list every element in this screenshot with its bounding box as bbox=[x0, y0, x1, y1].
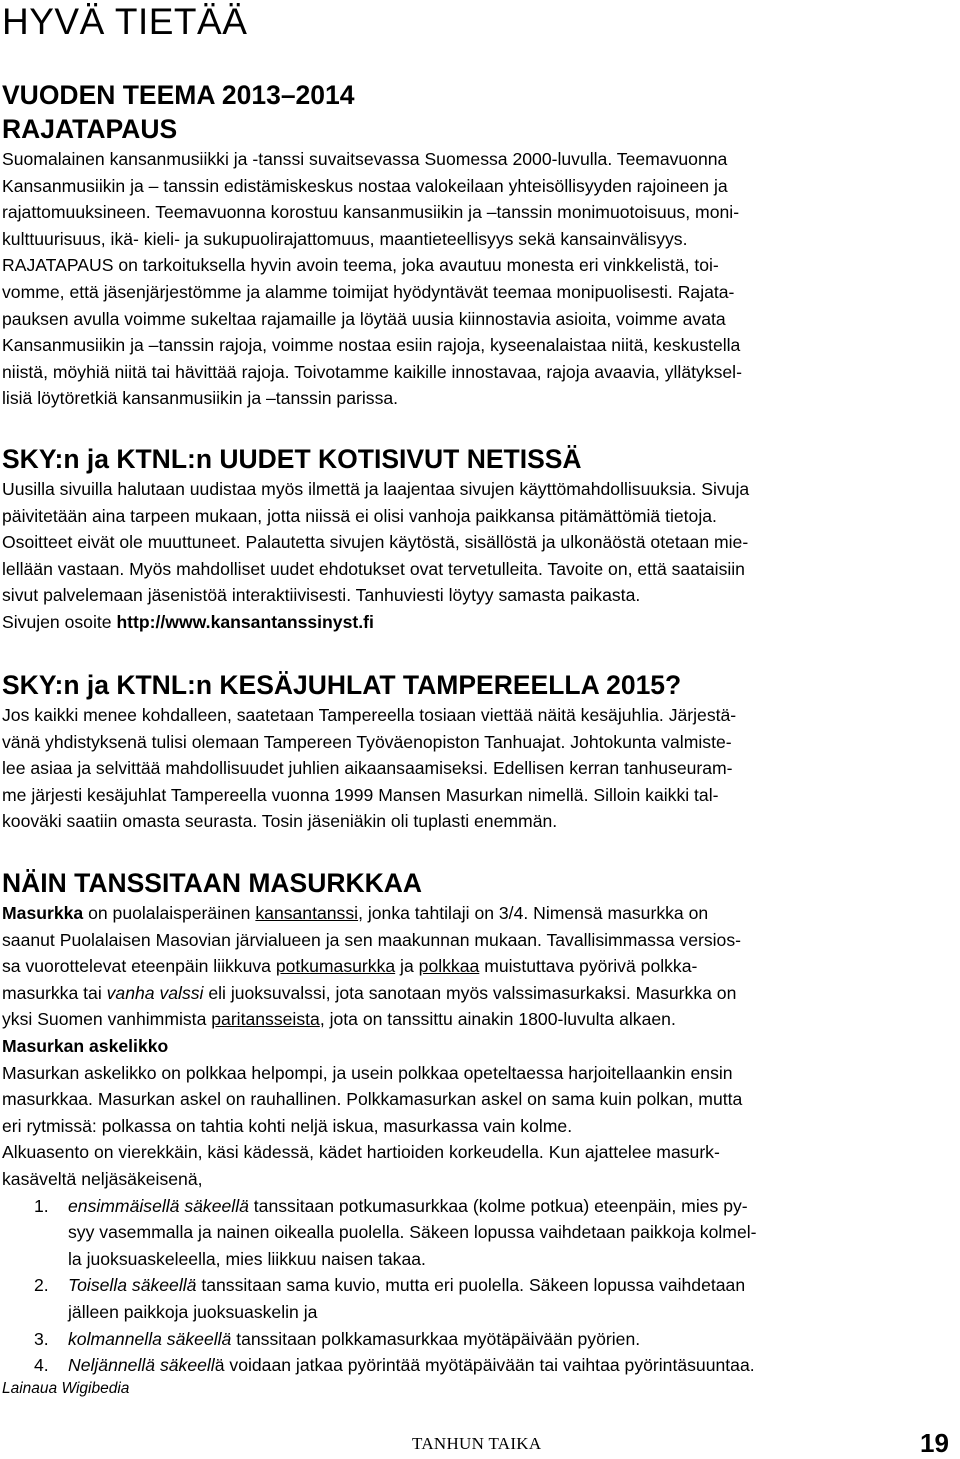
theme-body bbox=[2, 146, 954, 412]
mazurka-intro-line bbox=[2, 900, 954, 927]
theme-line: vomme, että jäsenjärjestömme ja alamme toimijat hyödyntävät teemaa monipuolisesti. Rajata- bbox=[2, 281, 735, 302]
steps-list bbox=[2, 1193, 954, 1379]
step-verse: ensimmäisellä säkeellä bbox=[68, 1195, 249, 1216]
steps-list-item bbox=[2, 1352, 954, 1379]
step-text: tanssitaan potkumasurkkaa (kolme potkua) eteenpäin, mies py- bbox=[248, 1195, 748, 1216]
step-line: kasäveltä neljäsäkeisenä, bbox=[2, 1168, 203, 1189]
step-title: Masurkan askelikko bbox=[2, 1035, 169, 1056]
step-text: tanssitaan polkkamasurkkaa myötäpäivään pyörien. bbox=[231, 1328, 641, 1349]
link-polkkaa[interactable]: polkkaa bbox=[418, 956, 480, 977]
step-number: 2. bbox=[34, 1275, 49, 1296]
websites-section bbox=[2, 442, 954, 636]
theme-line: Kansanmusiikin ja – tanssin edistämiskeskus nostaa valokeilaan yhteisöllisyyden rajoineen ja bbox=[2, 175, 728, 196]
page-title: HYVÄ TIETÄÄ bbox=[2, 1, 248, 42]
step-cont: la juoksuaskeleella, mies liikkuu naisen takaa. bbox=[68, 1248, 426, 1269]
theme-title-line2: RAJATAPAUS bbox=[2, 114, 178, 144]
summer-line: Jos kaikki menee kohdalleen, saatetaan Tampereella tosiaan viettää näitä kesäjuhlia. Järjestä- bbox=[2, 705, 737, 725]
websites-body bbox=[2, 476, 954, 636]
websites-line: lellään vastaan. Myös mahdolliset uudet ehdotukset ovat tervetulleita. Tavoite on, että saataisiin bbox=[2, 558, 745, 579]
step-line: masurkkaa. Masurkan askel on rauhallinen. Polkkamasurkan askel on sama kuin polkan, mutta bbox=[2, 1089, 743, 1110]
summer-line: vänä yhdistyksenä tulisi olemaan Tampereen Työväenopiston Tanhuajat. Johtokunta valmiste- bbox=[2, 731, 732, 752]
websites-line: sivut palvelemaan jäsenistöä interaktiivisesti. Tanhuviesti löytyy samasta paikasta. bbox=[2, 585, 641, 606]
step-verse: Toisella säkeellä bbox=[68, 1275, 197, 1296]
step-text: tanssitaan sama kuvio, mutta eri puolella. Säkeen lopussa vaihdetaan bbox=[196, 1275, 746, 1296]
summer-line: kooväki saatiin omasta seurasta. Tosin jäseniäkin oli tuplasti enemmän. bbox=[2, 811, 558, 832]
link-paritansseista[interactable]: paritansseista bbox=[211, 1009, 320, 1030]
step-cont: jälleen paikkoja juoksuaskelin ja bbox=[68, 1301, 318, 1322]
summer-title: SKY:n ja KTNL:n KESÄJUHLAT TAMPEREELLA 2015? bbox=[2, 670, 682, 700]
mazurka-intro bbox=[2, 900, 954, 1193]
mazurka-title: NÄIN TANSSITAAN MASURKKAA bbox=[2, 868, 423, 898]
step-line: Alkuasento on vierekkäin, käsi kädessä, kädet hartioiden korkeudella. Kun ajattelee masurk- bbox=[2, 1142, 720, 1163]
theme-line: Kansanmusiikin ja –tanssin rajoja, voimme nostaa esiin rajoja, kyseenalaistaa niitä, keskustella bbox=[2, 335, 741, 356]
step-text: ä voidaan jatkaa pyörintää myötäpäivään tai vaihtaa pyörintäsuuntaa. bbox=[214, 1355, 755, 1376]
summer-section bbox=[2, 668, 954, 835]
theme-line: kulttuurisuus, ikä- kieli- ja sukupuolirajattomuus, maantieteellisyys sekä kansainvälisyys. bbox=[2, 228, 688, 249]
websites-address-label: Sivujen osoite bbox=[2, 611, 117, 632]
summer-line: me järjesti kesäjuhlat Tampereella vuonna 1999 Mansen Masurkan nimellä. Silloin kaikki tal- bbox=[2, 784, 719, 805]
websites-line: Osoitteet eivät ole muuttuneet. Palautetta sivujen käytöstä, sisällöstä ja ulkonäöstä otetaan mie- bbox=[2, 532, 749, 553]
websites-line: päivitetään aina tarpeen mukaan, jotta niissä ei olisi vanhoja paikkansa pitämättömiä tietoja. bbox=[2, 505, 717, 526]
summer-body bbox=[2, 702, 954, 835]
step-verse: Neljännellä säkeell bbox=[68, 1355, 215, 1376]
mazurka-intro-line: saanut Puolalaisen Masovian järvialueen ja sen maakunnan mukaan. Tavallisimmassa versios- bbox=[2, 929, 741, 950]
websites-title: SKY:n ja KTNL:n UUDET KOTISIVUT NETISSÄ bbox=[2, 444, 582, 474]
text: masurkka tai bbox=[2, 982, 107, 1003]
footer bbox=[412, 1428, 952, 1458]
mazurka-section bbox=[2, 866, 954, 1399]
step-number: 4. bbox=[34, 1355, 49, 1376]
text-italic: vanha valssi bbox=[106, 982, 204, 1003]
link-potkumasurkka[interactable]: potkumasurkka bbox=[275, 956, 396, 977]
mazurka-intro-line bbox=[2, 980, 954, 1007]
text: muistuttava pyörivä polkka- bbox=[479, 956, 698, 977]
websites-address-link[interactable]: http://www.kansantanssinyst.fi bbox=[116, 611, 374, 632]
text: on puolalaisperäinen bbox=[83, 903, 256, 923]
step-cont: syy vasemmalla ja nainen oikealla puolella. Säkeen lopussa vaihdetaan paikkoja kolmel- bbox=[68, 1222, 757, 1243]
theme-line: lisiä löytöretkiä kansanmusiikin ja –tanssin parissa. bbox=[2, 388, 399, 409]
footer-magazine-name: TANHUN TAIKA bbox=[412, 1434, 542, 1453]
step-verse: kolmannella säkeellä bbox=[68, 1328, 232, 1349]
summer-line: lee asiaa ja selvittää mahdollisuudet juhlien aikaansaamiseksi. Edellisen kerran tanhuseuram- bbox=[2, 758, 733, 779]
text: eli juoksuvalssi, jota sanotaan myös valssimasurkaksi. Masurkka on bbox=[203, 982, 737, 1003]
link-kansantanssi[interactable]: kansantanssi bbox=[255, 903, 359, 923]
theme-line: pauksen avulla voimme sukeltaa rajamaille ja löytää uusia kiinnostavia asioita, voimme avata bbox=[2, 308, 726, 329]
text: , jonka tahtilaji on 3/4. Nimensä masurkka on bbox=[358, 903, 709, 923]
step-number: 1. bbox=[34, 1195, 49, 1216]
step-line: eri rytmissä: polkassa on tahtia kohti neljä iskua, masurkassa vain kolme. bbox=[2, 1115, 573, 1136]
steps-list-item bbox=[2, 1326, 954, 1353]
theme-line: RAJATAPAUS on tarkoituksella hyvin avoin teema, joka avautuu monesta eri vinkkelistä, toi- bbox=[2, 255, 719, 276]
text: , jota on tanssittu ainakin 1800-luvulta alkaen. bbox=[319, 1009, 676, 1030]
theme-line: niistä, möyhiä niitä tai hävittää rajoja. Toivotamme kaikille innostavaa, rajoja avaavia, yllätyksel- bbox=[2, 361, 742, 382]
text: yksi Suomen vanhimmista bbox=[2, 1009, 212, 1030]
theme-section bbox=[2, 78, 954, 412]
theme-title-line1: VUODEN TEEMA 2013–2014 bbox=[2, 80, 355, 110]
step-line: Masurkan askelikko on polkkaa helpompi, ja usein polkkaa opeteltaessa harjoitellaankin ensin bbox=[2, 1062, 733, 1083]
websites-address-line bbox=[2, 609, 954, 636]
text: ja bbox=[395, 956, 419, 977]
steps-list-item bbox=[2, 1193, 954, 1273]
source-note: Lainaua Wigibedia bbox=[2, 1379, 130, 1397]
mazurka-intro-line bbox=[2, 953, 954, 980]
mazurka-term: Masurkka bbox=[2, 903, 84, 923]
websites-line: Uusilla sivuilla halutaan uudistaa myös ilmettä ja laajentaa sivujen käyttömahdollisuuksia. Sivuja bbox=[2, 479, 750, 499]
steps-list-item bbox=[2, 1272, 954, 1325]
page-number: 19 bbox=[920, 1428, 949, 1458]
step-number: 3. bbox=[34, 1328, 49, 1349]
mazurka-intro-line bbox=[2, 1006, 954, 1033]
theme-line: Suomalainen kansanmusiikki ja -tanssi suvaitsevassa Suomessa 2000-luvulla. Teemavuonna bbox=[2, 149, 728, 169]
text: sa vuorottelevat eteenpäin liikkuva bbox=[2, 956, 276, 977]
theme-line: rajattomuuksineen. Teemavuonna korostuu kansanmusiikin ja –tanssin monimuotoisuus, moni- bbox=[2, 202, 740, 223]
